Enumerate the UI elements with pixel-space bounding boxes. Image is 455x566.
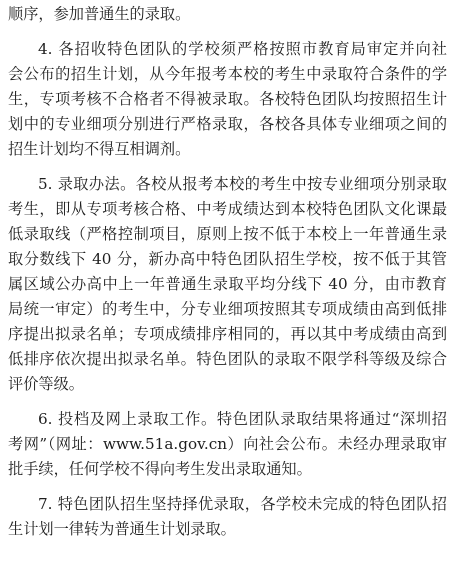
text-line: 7. 特色团队招生坚持择优录取，各学校未完成的特色团队招 <box>38 495 447 513</box>
text-line: 考网”（网址：www.51a.gov.cn）向社会公布。未经办理录取审 <box>8 435 447 453</box>
text-line: 局统一审定）的考生中，分专业细项按照其专项成绩由高到低排 <box>8 300 447 318</box>
para-item-5 <box>8 172 447 397</box>
text-line: 会公布的招生计划，从今年报考本校的考生中录取符合条件的学 <box>8 65 447 83</box>
text-line: 属区域公办高中上一年普通生录取平均分线下 40 分，由市教育 <box>8 275 447 293</box>
text-line: 考生，即从专项考核合格、中考成绩达到本校特色团队文化课最 <box>8 200 447 218</box>
text-line: 6. 投档及网上录取工作。特色团队录取结果将通过“深圳招 <box>38 410 447 428</box>
text-line: 生，专项考核不合格者不得被录取。各校特色团队均按照招生计 <box>8 90 447 108</box>
para-continuation <box>8 2 447 27</box>
text-line: 划中的专业细项分别进行严格录取，各校各具体专业细项之间的 <box>8 115 447 133</box>
text-line: 取分数线下 40 分，新办高中特色团队招生学校，按不低于其管 <box>8 250 447 268</box>
para-item-6 <box>8 407 447 482</box>
text-line: 招生计划均不得互相调剂。 <box>8 140 191 158</box>
text-line: 低录取线（严格控制项目，原则上按不低于本校上一年普通生录 <box>8 225 447 243</box>
text-line: 批手续，任何学校不得向考生发出录取通知。 <box>8 460 312 478</box>
document-body <box>8 2 447 542</box>
text-line: 低排序依次提出拟录名单。特色团队的录取不限学科等级及综合 <box>8 350 447 368</box>
text-line: 评价等级。 <box>8 375 84 393</box>
para-item-4 <box>8 37 447 162</box>
text-line: 5. 录取办法。各校从报考本校的考生中按专业细项分别录取 <box>38 175 447 193</box>
text-line: 顺序，参加普通生的录取。 <box>8 5 191 23</box>
text-line: 序提出拟录名单；专项成绩排序相同的，再以其中考成绩由高到 <box>8 325 447 343</box>
text-line: 4. 各招收特色团队的学校须严格按照市教育局审定并向社 <box>38 40 447 58</box>
text-line: 生计划一律转为普通生计划录取。 <box>8 520 236 538</box>
para-item-7 <box>8 492 447 542</box>
